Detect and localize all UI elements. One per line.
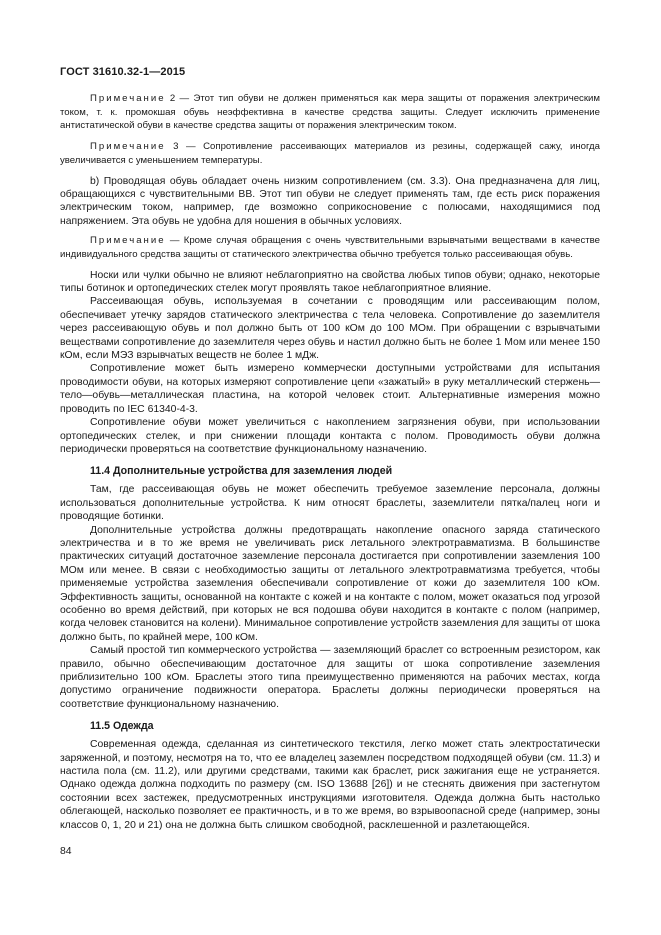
note-label: Примечание bbox=[90, 141, 166, 152]
paragraph-measurement: Сопротивление может быть измерено коммерчески доступными устройствами для испытания проводимости обуви, на которых измеряют сопротивление цепи «зажатый» в руку металлический стержень—тело—обувь—металлическая пластина, на которой человек стоит. Альтернативные измерения можно проводить по IEC 61340-4-3. bbox=[60, 363, 600, 415]
page-number: 84 bbox=[60, 846, 72, 857]
paragraph-conductive-footwear: b) Проводящая обувь обладает очень низким сопротивлением (см. 3.3). Она предназначена для лиц, обращающихся с чувствительными ВВ. Этот тип обуви не следует применять там, где есть риск поражения электрическим током, например, где возможно соприкосновение с полюсами, находящимися под напряжением. Эта обувь не удобна для ношения в обычных условиях. bbox=[60, 175, 600, 227]
section-heading-11-4: 11.4 Дополнительные устройства для заземления людей bbox=[90, 465, 393, 478]
note-3 bbox=[60, 140, 600, 167]
note-label: Примечание bbox=[90, 235, 166, 247]
paragraph-11-4-1: Там, где рассеивающая обувь не может обеспечить требуемое заземление персонала, должны использоваться дополнительные устройства. К ним относят браслеты, заземлители пятка/палец ноги и проводящие ботинки. bbox=[60, 484, 600, 523]
note-4 bbox=[60, 234, 600, 261]
section-heading-11-5: 11.5 Одежда bbox=[90, 720, 154, 733]
paragraph-dissipative-footwear: Рассеивающая обувь, используемая в сочетании с проводящим или рассеивающим полом, обеспечивает утечку зарядов статического электричества с тела человека. Сопротивление до заземлителя через рассеивающую обувь и пол должно быть от 100 кОм до 100 МОм. При обращении с взрывчатыми веществами сопротивление до заземлителя через обувь и настил должно быть не более 1 Мом или менее 150 кОм, если МЭЗ взрывчатых веществ не более 1 мДж. bbox=[60, 296, 600, 362]
document-body bbox=[60, 92, 600, 832]
note-label: Примечание bbox=[90, 93, 166, 104]
paragraph-socks: Носки или чулки обычно не влияют неблагоприятно на свойства любых типов обуви; однако, некоторые типы ботинок и ортопедических стелек могут проявлять такое неблагоприятное влияние. bbox=[60, 269, 600, 295]
note-text: 3 — Сопротивление рассеивающих материалов из резины, содержащей сажу, иногда увеличивается с уменьшением температуры. bbox=[60, 141, 600, 166]
note-text: — Кроме случая обращения с очень чувствительными взрывчатыми веществами в качестве индивидуального средства защиты от статического электричества обычно требуется только рассеивающая обувь. bbox=[60, 235, 600, 260]
paragraph-11-5-1: Современная одежда, сделанная из синтетического текстиля, легко может стать электростатически заряженной, и поэтому, несмотря на то, что ее владелец заземлен посредством подходящей обуви (см. 11.3) и настила пола (см. 11.2), или другими средствами, такими как браслет, риск зажигания еще не устраняется. Однако одежда должна подходить по размеру (см. ISO 13688 [26]) и не стеснять движения при застегнутом состоянии всех застежек, предусмотренных инструкциями изготовителя. Одежда должна быть настолько облегающей, насколько позволяет ее практичность, и в то же время, во взрывоопасной среде (например, зоны классов 0, 1, 20 и 21) она не должна быть слишком свободной, расклешенной и разлетающейся. bbox=[60, 739, 600, 831]
paragraph-11-4-2: Дополнительные устройства должны предотвращать накопление опасного заряда статического электричества и в то же время не увеличивать риск летального электротравматизма. В большинстве практических ситуаций достаточное заземление персонала достигается при сопротивлении заземления 100 МОм или менее. В связи с необходимостью защиты от летального электротравматизма требуется, чтобы применяемые устройства заземления обеспечивали сопротивление от кожи до заземлителя 100 кОм. Эффективность защиты, основанной на контакте с кожей и на контакте с полом, может оказаться под угрозой особенно во время действий, при которых не вся подошва обуви находится в контакте с полом (например, когда человек становится на колени). Минимальное сопротивление устройств заземления для защиты от шока должно быть, по крайней мере, 100 кОм. bbox=[60, 524, 600, 643]
paragraph-11-4-3: Самый простой тип коммерческого устройства — заземляющий браслет со встроенным резистором, как правило, обычно обеспечивающим достаточное для защиты от шока сопротивление заземления приблизительно 100 кОм. Браслеты этого типа преимущественно применяются на рабочих местах, когда допустимо ограничение подвижности оператора. Браслеты должны периодически проверяться на соответствие функциональному назначению. bbox=[60, 645, 600, 710]
paragraph-resistance: Сопротивление обуви может увеличиться с накоплением загрязнения обуви, при использовании ортопедических стелек, и при снижении площади контакта с полом. Проводимость обуви должна периодически проверяться на соответствие функциональному назначению. bbox=[60, 417, 600, 455]
note-2 bbox=[60, 92, 600, 133]
note-text: 2 — Этот тип обуви не должен применяться как мера защиты от поражения электрическим током, т. к. промокшая обувь неэффективна в качестве средства защиты. Следует исключить применение антистатической обуви в качестве средства защиты от поражения электрическим током. bbox=[60, 93, 600, 131]
document-header: ГОСТ 31610.32-1—2015 bbox=[60, 66, 186, 78]
